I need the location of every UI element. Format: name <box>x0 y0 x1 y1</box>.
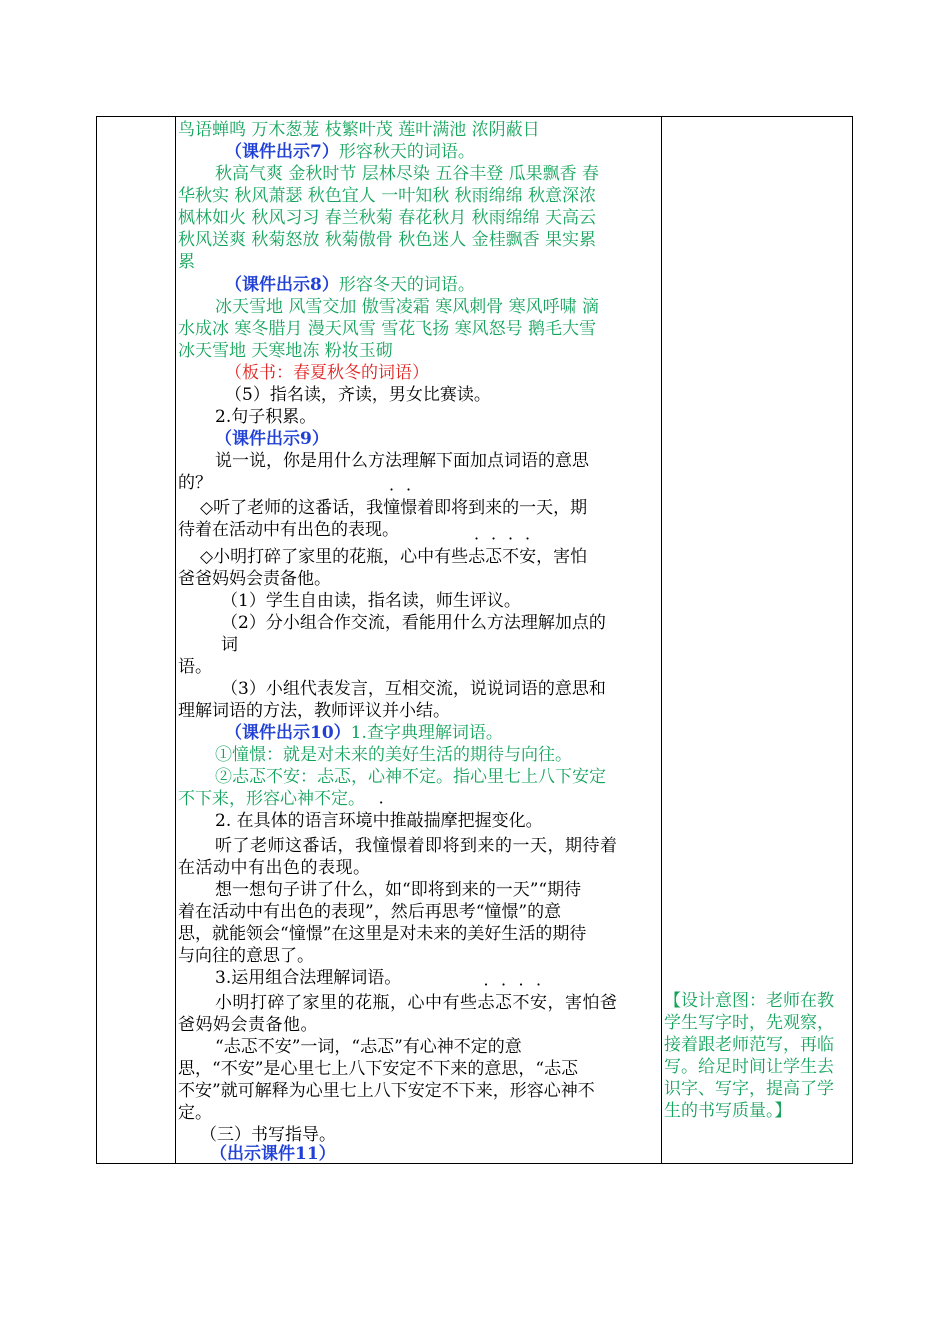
dotted-word <box>373 811 390 831</box>
autumn-words-line-4: 秋风送爽 秋菊怒放 秋菊傲骨 秋色迷人 金桂飘香 果实累 <box>178 230 597 250</box>
design-intent-line-6: 生的书写质量。】 <box>664 1101 792 1121</box>
courseware-9: （课件出示9） <box>215 429 329 449</box>
example-sentence-1: ◇听了老师的这番话，我憧憬着即将到来的一天，期 <box>200 498 588 518</box>
blackboard-note: （板书：春夏秋冬的词语） <box>225 363 429 383</box>
definition-1: ①憧憬：就是对未来的美好生活的期待与向往。 <box>215 745 572 765</box>
combination-sentence-cont: 爸妈妈会责备他。 <box>178 1015 318 1035</box>
analysis-line-4: 与向往的意思了。 <box>178 946 314 966</box>
winter-words-line-3: 冰天雪地 天寒地冻 粉妆玉砌 <box>178 341 393 361</box>
combination-analysis-3: 不安”就可解释为心里七上八下安定不下来，形容心神不 <box>178 1081 595 1101</box>
column-divider-right <box>661 116 662 1164</box>
emphasis-char: 不 <box>502 547 520 567</box>
step-2-cont-a: 词 <box>221 635 238 655</box>
design-intent-line-3: 接着跟老师范写，再临 <box>664 1035 834 1055</box>
step-3-cont: 理解词语的方法，教师评议并小结。 <box>178 701 450 721</box>
autumn-words-line-2: 华秋实 秋风萧瑟 秋色宜人 一叶知秋 秋雨绵绵 秋意深浓 <box>178 186 597 206</box>
design-intent-line-5: 识字、写字，提高了学 <box>664 1079 834 1099</box>
example-sentence-2-cont: 爸爸妈妈会责备他。 <box>178 569 331 589</box>
step-1: （1）学生自由读，指名读，师生评议。 <box>221 591 521 611</box>
emphasis-char: 忑 <box>495 993 513 1013</box>
autumn-words-line-5: 累 <box>178 252 195 272</box>
emphasis-char: 忑 <box>485 547 503 567</box>
step-2: （2）分小组合作交流，看能用什么方法理解加点的 <box>221 613 606 633</box>
winter-words-line-1: 冰天雪地 风雪交加 傲雪凌霜 寒风刺骨 寒风呼啸 滴 <box>215 297 600 317</box>
sentence-accumulation-heading: 2.句子积累。 <box>215 407 317 427</box>
writing-guidance-heading: （三）书写指导。 <box>200 1125 336 1145</box>
emphasis-char: 安 <box>519 547 537 567</box>
analysis-line-1: 想一想句子讲了什么，如“即将到来的一天”“期待 <box>215 880 582 900</box>
emphasis-char: 憬 <box>400 498 418 518</box>
autumn-words-line-3: 枫林如火 秋风习习 春兰秋菊 春花秋月 秋雨绵绵 天高云 <box>178 208 597 228</box>
definition-2-cont: 不下来，形容心神不定。 <box>178 789 365 809</box>
step-3: （3）小组代表发言，互相交流，说说词语的意思和 <box>221 679 606 699</box>
question-line-2: 的？ <box>178 473 212 493</box>
combination-analysis-1: “忐忑不安”一词，“忐忑”有心神不定的意 <box>215 1037 522 1057</box>
analysis-line-3: 思，就能领会“憧憬”在这里是对未来的美好生活的期待 <box>178 924 587 944</box>
design-intent-line-4: 写。给足时间让学生去 <box>664 1057 834 1077</box>
courseware-8: （课件出示8）形容冬天的词语。 <box>225 275 475 295</box>
courseware-11: （出示课件11） <box>210 1144 336 1164</box>
example-sentence-2: ◇小明打碎了家里的花瓶，心中有些忐忑不安，害怕 <box>200 547 588 567</box>
design-intent-line-1: 【设计意图：老师在教 <box>664 991 834 1011</box>
question-line-1: 说一说，你是用什么方法理解下面加点词语的意思 <box>215 451 589 471</box>
context-sentence-cont: 在活动中有出色的表现。 <box>178 858 371 878</box>
autumn-words-line-1: 秋高气爽 金秋时节 层林尽染 五谷丰登 瓜果飘香 春 <box>215 164 600 184</box>
analysis-line-2: 着在活动中有出色的表现”，然后再思考“憧憬”的意 <box>178 902 562 922</box>
emphasis-char: 憧 <box>383 498 401 518</box>
design-intent-line-2: 学生写字时，先观察， <box>664 1013 834 1033</box>
dotted-word <box>468 547 536 567</box>
emphasis-char: 忐 <box>468 547 486 567</box>
step-2-cont-b: 语。 <box>178 657 212 677</box>
method-2-heading: 2. 在具体的语言环境中推敲揣摩把握变化。 <box>215 811 543 831</box>
step-5: （5）指名读，齐读，男女比赛读。 <box>225 385 491 405</box>
example-sentence-1-cont: 待着在活动中有出色的表现。 <box>178 520 399 540</box>
emphasis-char: 忐 <box>477 993 495 1013</box>
winter-words-line-2: 水成冰 寒冬腊月 漫天风雪 雪花飞扬 寒风怒号 鹅毛大雪 <box>178 319 597 339</box>
definition-2: ②忐忑不安：忐忑，心神不定。指心里七上八下安定 <box>215 767 606 787</box>
courseware-10: （课件出示10）1.查字典理解词语。 <box>225 723 503 743</box>
dotted-word <box>478 993 548 1013</box>
summer-words-tail: 鸟语蝉鸣 万木葱茏 枝繁叶茂 莲叶满池 浓阴蔽日 <box>178 120 540 140</box>
method-3-heading: 3.运用组合法理解词语。 <box>215 968 402 988</box>
emphasis-char: 不 <box>512 993 530 1013</box>
combination-analysis-2: 思，“不安”是心里七上八下安定不下来的意思，“忐忑 <box>178 1059 579 1079</box>
emphasis-char: 中 <box>372 811 390 831</box>
courseware-7: （课件出示7）形容秋天的词语。 <box>225 142 475 162</box>
context-sentence: 听了老师这番话，我憧憬着即将到来的一天，期待着 <box>215 836 618 856</box>
emphasis-char: 安 <box>530 993 548 1013</box>
combination-sentence: 小明打碎了家里的花瓶，心中有些忐忑不安，害怕爸 <box>215 993 618 1013</box>
dotted-word <box>383 498 417 518</box>
column-divider-left <box>175 116 176 1164</box>
combination-analysis-4: 定。 <box>178 1103 212 1123</box>
